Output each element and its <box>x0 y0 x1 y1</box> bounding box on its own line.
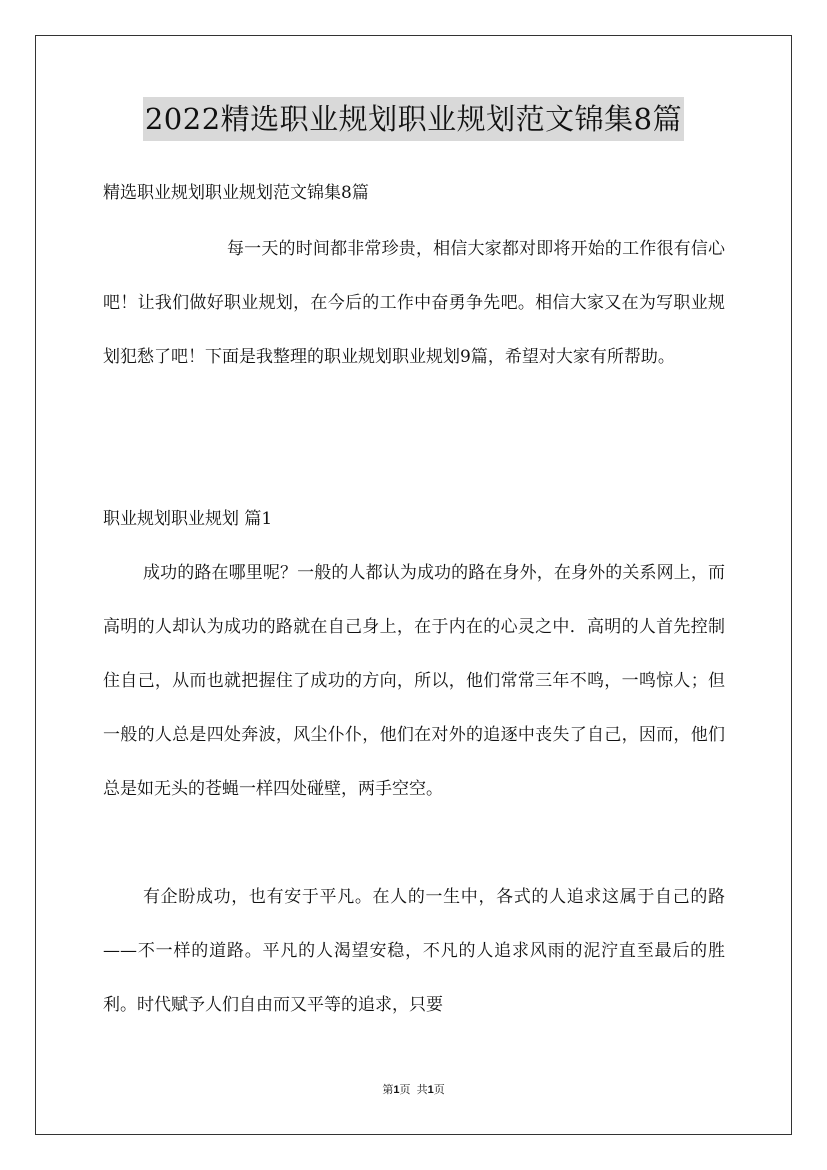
footer-page-suffix: 页 <box>399 1084 411 1096</box>
body-paragraph-1: 成功的路在哪里呢？一般的人都认为成功的路在身外，在身外的关系网上，而高明的人却认为成功的路就在自己身上，在于内在的心灵之中．高明的人首先控制住自己，从而也就把握住了成功的方向，所以，他们常常三年不鸣，一鸣惊人；但一般的人总是四处奔波，风尘仆仆，他们在对外的追逐中丧失了自己，因而，他们总是如无头的苍蝇一样四处碰壁，两手空空。 <box>103 563 725 799</box>
document-subtitle: 精选职业规划职业规划范文锦集8篇 <box>103 183 369 203</box>
footer-total-suffix: 页 <box>433 1084 445 1096</box>
section-heading: 职业规划职业规划 篇1 <box>103 509 273 529</box>
intro-paragraph: 每一天的时间都非常珍贵，相信大家都对即将开始的工作很有信心吧！让我们做好职业规划，在今后的工作中奋勇争先吧。相信大家又在为写职业规划犯愁了吧！下面是我整理的职业规划职业规划9篇，希望对大家有所帮助。 <box>103 239 725 367</box>
footer-total-prefix: 共 <box>416 1084 428 1096</box>
footer-page-number: 1 <box>393 1084 400 1096</box>
title-wrap <box>0 97 827 141</box>
body-paragraph-2: 有企盼成功，也有安于平凡。在人的一生中，各式的人追求这属于自己的路——不一样的道路。平凡的人渴望安稳，不凡的人追求风雨的泥泞直至最后的胜利。时代赋予人们自由而又平等的追求，只要 <box>103 887 725 1015</box>
page-footer <box>0 1082 827 1098</box>
document-title: 2022精选职业规划职业规划范文锦集8篇 <box>143 97 684 141</box>
footer-total-number: 1 <box>427 1084 434 1096</box>
footer-page-prefix: 第 <box>382 1084 394 1096</box>
